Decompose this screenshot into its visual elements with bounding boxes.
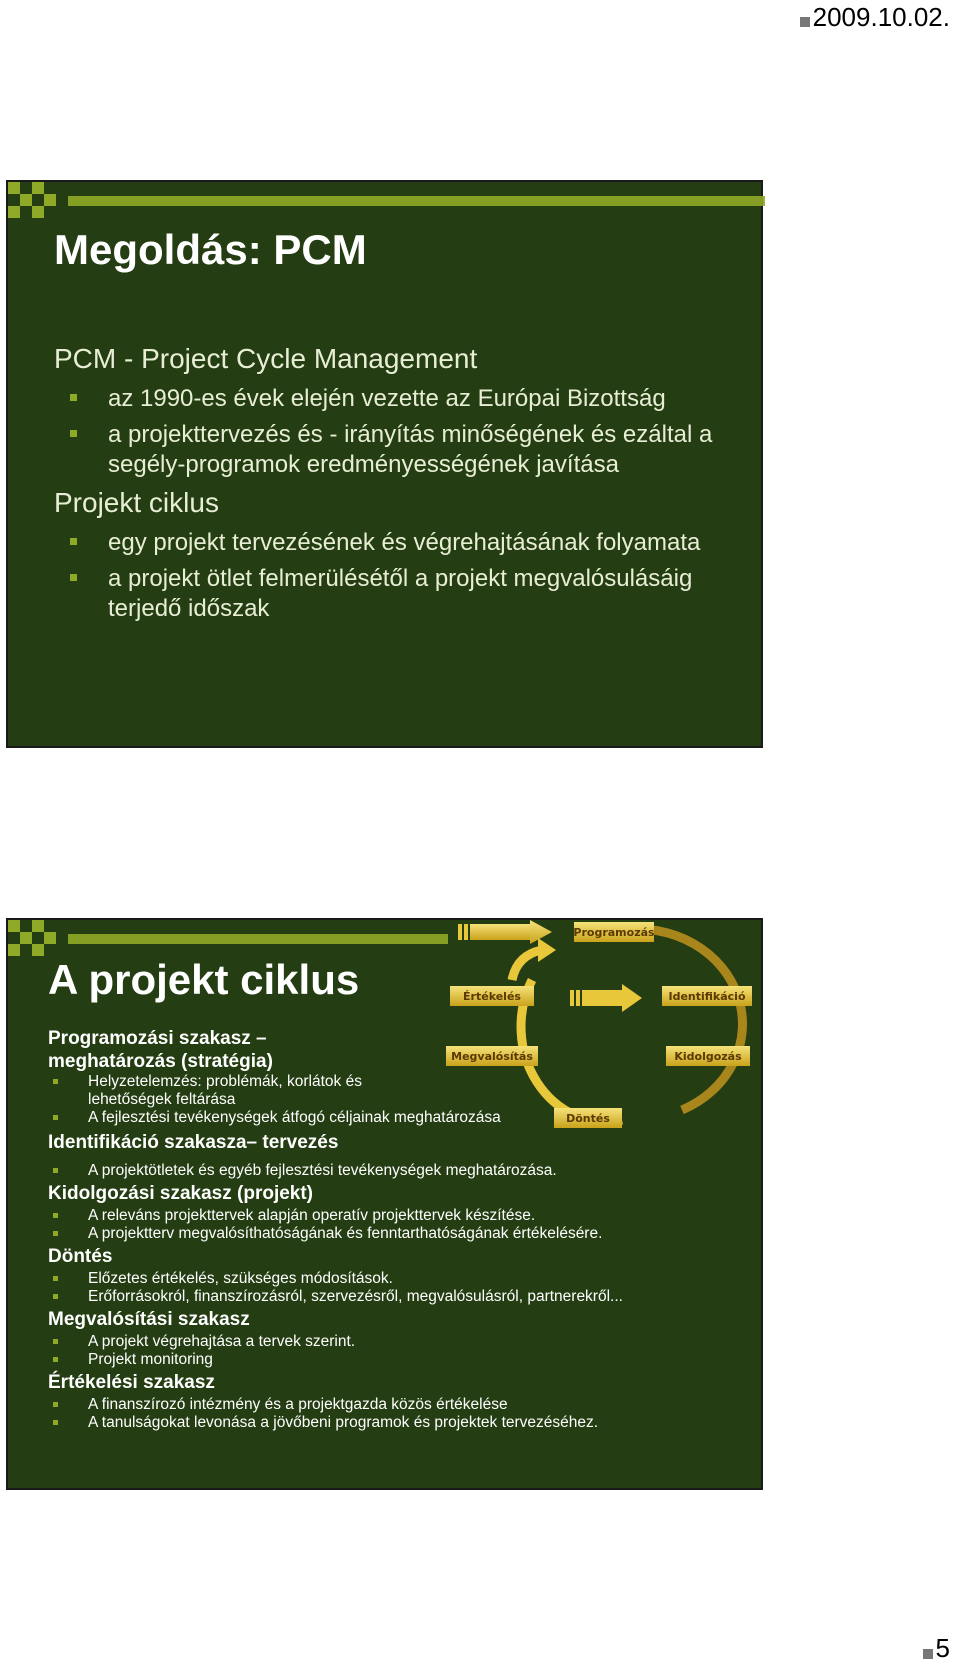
decorative-header-bars — [8, 182, 765, 222]
curved-arrow-icon — [512, 950, 542, 980]
bullet-square-icon — [70, 430, 77, 437]
bullet-item: A releváns projekttervek alapján operatív projekttervek készítése. — [48, 1207, 748, 1225]
section-heading: PCM - Project Cycle Management — [54, 343, 478, 374]
bullet-square-icon — [923, 1649, 933, 1659]
cycle-label-megvalositas: Megvalósítás — [451, 1050, 533, 1063]
bullet-item: a projekttervezés és - irányítás minőségének és ezáltal a segély-programok eredményességének javítása — [54, 420, 744, 480]
bullet-square-icon — [53, 1402, 58, 1407]
bullet-square-icon — [800, 17, 810, 27]
bullet-square-icon — [53, 1420, 58, 1425]
bullet-item: Projekt monitoring — [48, 1351, 748, 1369]
bullet-square-icon — [70, 538, 77, 545]
bullet-square-icon — [70, 394, 77, 401]
bullet-square-icon — [53, 1339, 58, 1344]
header-date — [800, 2, 950, 33]
section-heading: Projekt ciklus — [54, 487, 219, 518]
slide-pcm — [6, 180, 763, 748]
bullet-item: az 1990-es évek elején vezette az Európai Bizottság — [54, 384, 744, 414]
bullet-item: A tanulságokat levonása a jövőbeni programok és projektek tervezéséhez. — [48, 1414, 748, 1432]
bullet-square-icon — [53, 1357, 58, 1362]
slide-project-cycle — [6, 918, 763, 1490]
bullet-square-icon — [53, 1294, 58, 1299]
bullet-item: A fejlesztési tevékenységek átfogó céljainak meghatározása — [48, 1109, 748, 1127]
section-heading: meghatározás (stratégia) — [48, 1051, 273, 1072]
slide-title: A projekt ciklus — [48, 956, 360, 1003]
bullet-item: A projektterv megvalósíthatóságának és fenntarthatóságának értékelésére. — [48, 1225, 748, 1243]
bullet-square-icon — [53, 1115, 58, 1120]
bullet-item: A projektötletek és egyéb fejlesztési tevékenységek meghatározása. — [48, 1162, 748, 1180]
bullet-item: Előzetes értékelés, szükséges módosítások. — [48, 1270, 748, 1288]
bullet-item: a projekt ötlet felmerülésétől a projekt megvalósulásáig terjedő időszak — [54, 564, 744, 624]
cycle-label-ertekeles: Értékelés — [463, 990, 521, 1003]
section-heading: Döntés — [48, 1246, 113, 1267]
section-heading: Értékelési szakasz — [48, 1372, 215, 1393]
bullet-square-icon — [53, 1079, 58, 1084]
date-text: 2009.10.02. — [812, 2, 950, 32]
bullet-item: Helyzetelemzés: problémák, korlátok és lehetőségek feltárása — [48, 1073, 388, 1109]
bullet-item: A finanszírozó intézmény és a projektgazda közös értékelése — [48, 1396, 748, 1414]
section-heading: Programozási szakasz – — [48, 1028, 267, 1049]
bullet-square-icon — [53, 1213, 58, 1218]
section-heading: Megvalósítási szakasz — [48, 1309, 250, 1330]
bullet-item: egy projekt tervezésének és végrehajtásának folyamata — [54, 528, 744, 558]
cycle-label-dontes: Döntés — [566, 1112, 610, 1125]
cycle-label-identifikacio: Identifikáció — [668, 990, 746, 1003]
cycle-label-programozas: Programozás — [573, 926, 655, 939]
arrow-icon — [458, 920, 552, 944]
bullet-item: A projekt végrehajtása a tervek szerint. — [48, 1333, 748, 1351]
slide-content — [48, 1027, 748, 1432]
bullet-item: Erőforrásokról, finanszírozásról, szervezésről, megvalósulásról, partnerekről... — [48, 1288, 748, 1306]
slide-content — [54, 342, 744, 630]
section-heading: Kidolgozási szakasz (projekt) — [48, 1183, 314, 1204]
bullet-square-icon — [53, 1168, 58, 1173]
bullet-square-icon — [53, 1231, 58, 1236]
cycle-label-kidolgozas: Kidolgozás — [674, 1050, 742, 1063]
section-heading: Identifikáció szakasza– tervezés — [48, 1132, 339, 1153]
bullet-square-icon — [70, 574, 77, 581]
arrow-icon — [570, 984, 642, 1012]
bullet-square-icon — [53, 1276, 58, 1281]
page-number: 5 — [923, 1633, 950, 1664]
slide-title: Megoldás: PCM — [54, 226, 367, 273]
